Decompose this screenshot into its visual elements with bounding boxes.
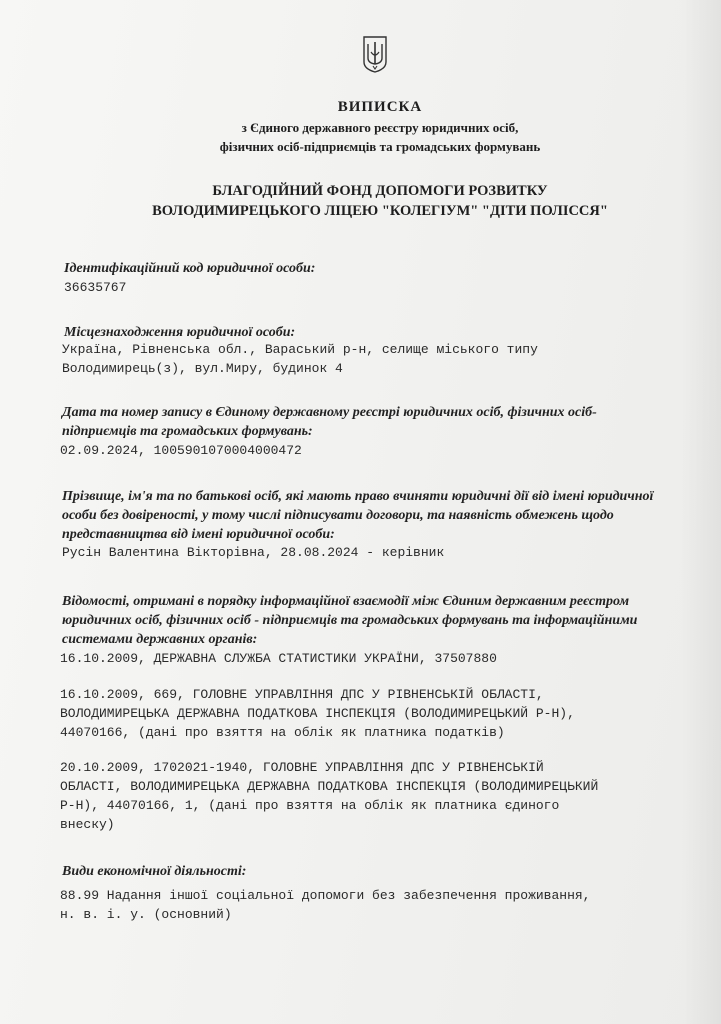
- info-exchange-entry-3-line-1: 20.10.2009, 1702021-1940, ГОЛОВНЕ УПРАВЛІННЯ ДПС У РІВНЕНСЬКІЙ: [60, 760, 544, 775]
- location-label: Місцезнаходження юридичної особи:: [64, 325, 296, 340]
- id-code-label: Ідентифікаційний код юридичної особи:: [64, 261, 316, 276]
- info-exchange-entry-2-line-2: ВОЛОДИМИРЕЦЬКА ДЕРЖАВНА ПОДАТКОВА ІНСПЕКЦІЯ (ВОЛОДИМИРЕЦЬКИЙ Р-Н),: [60, 706, 575, 721]
- page-shadow: [681, 0, 721, 1024]
- authorized-label-line-2: особи без довіреності, у тому числі підписувати договори, та наявність обмежень щодо: [62, 508, 614, 523]
- info-exchange-entry-1: 16.10.2009, ДЕРЖАВНА СЛУЖБА СТАТИСТИКИ УКРАЇНИ, 37507880: [60, 651, 497, 666]
- info-exchange-label-line-3: системами державних органів:: [62, 632, 258, 647]
- location-value-line-2: Володимирець(з), вул.Миру, будинок 4: [62, 361, 343, 376]
- registration-label-line-1: Дата та номер запису в Єдиному державному реєстрі юридичних осіб, фізичних осіб-: [62, 405, 597, 420]
- info-exchange-entry-2-line-1: 16.10.2009, 669, ГОЛОВНЕ УПРАВЛІННЯ ДПС У РІВНЕНСЬКІЙ ОБЛАСТІ,: [60, 687, 544, 702]
- location-value-line-1: Україна, Рівненська обл., Вараський р-н, селище міського типу: [62, 342, 538, 357]
- info-exchange-entry-3-line-4: внеску): [60, 817, 115, 832]
- info-exchange-entry-3-line-3: Р-Н), 44070166, 1, (дані про взяття на облік як платника єдиного: [60, 798, 560, 813]
- info-exchange-label-line-2: юридичних осіб, фізичних осіб - підприємців та громадських формувань та інформаційними: [62, 613, 638, 628]
- document-subtitle-line-2: фізичних осіб-підприємців та громадських формувань: [219, 139, 541, 154]
- info-exchange-entry-3-line-2: ОБЛАСТІ, ВОЛОДИМИРЕЦЬКА ДЕРЖАВНА ПОДАТКОВА ІНСПЕКЦІЯ (ВОЛОДИМИРЕЦЬКИЙ: [60, 779, 599, 794]
- document-title: ВИПИСКА: [337, 99, 423, 115]
- trident-emblem-icon: [360, 34, 390, 74]
- registration-label-line-2: підприємців та громадських формувань:: [62, 424, 313, 439]
- activities-value-line-1: 88.99 Надання іншої соціальної допомоги без забезпечення проживання,: [60, 888, 591, 903]
- authorized-label-line-3: представництва від імені юридичної особи:: [62, 527, 335, 542]
- registration-value: 02.09.2024, 1005901070004000472: [60, 443, 302, 458]
- organization-name-line-2: ВОЛОДИМИРЕЦЬКОГО ЛІЦЕЮ "КОЛЕГІУМ" "ДІТИ ПОЛІССЯ": [152, 203, 608, 219]
- authorized-value: Русін Валентина Вікторівна, 28.08.2024 - керівник: [62, 545, 445, 560]
- authorized-label-line-1: Прізвище, ім'я та по батькові осіб, які мають право вчиняти юридичні дії від імені юридичної: [62, 489, 654, 504]
- activities-value-line-2: н. в. і. у. (основний): [60, 907, 232, 922]
- info-exchange-label-line-1: Відомості, отримані в порядку інформаційної взаємодії між Єдиним державним реєстром: [62, 594, 630, 609]
- info-exchange-entry-2-line-3: 44070166, (дані про взяття на облік як платника податків): [60, 725, 505, 740]
- organization-name-line-1: БЛАГОДІЙНИЙ ФОНД ДОПОМОГИ РОЗВИТКУ: [212, 183, 548, 199]
- activities-label: Види економічної діяльності:: [62, 864, 247, 879]
- id-code-value: 36635767: [64, 280, 127, 295]
- document-subtitle-line-1: з Єдиного державного реєстру юридичних осіб,: [241, 120, 519, 135]
